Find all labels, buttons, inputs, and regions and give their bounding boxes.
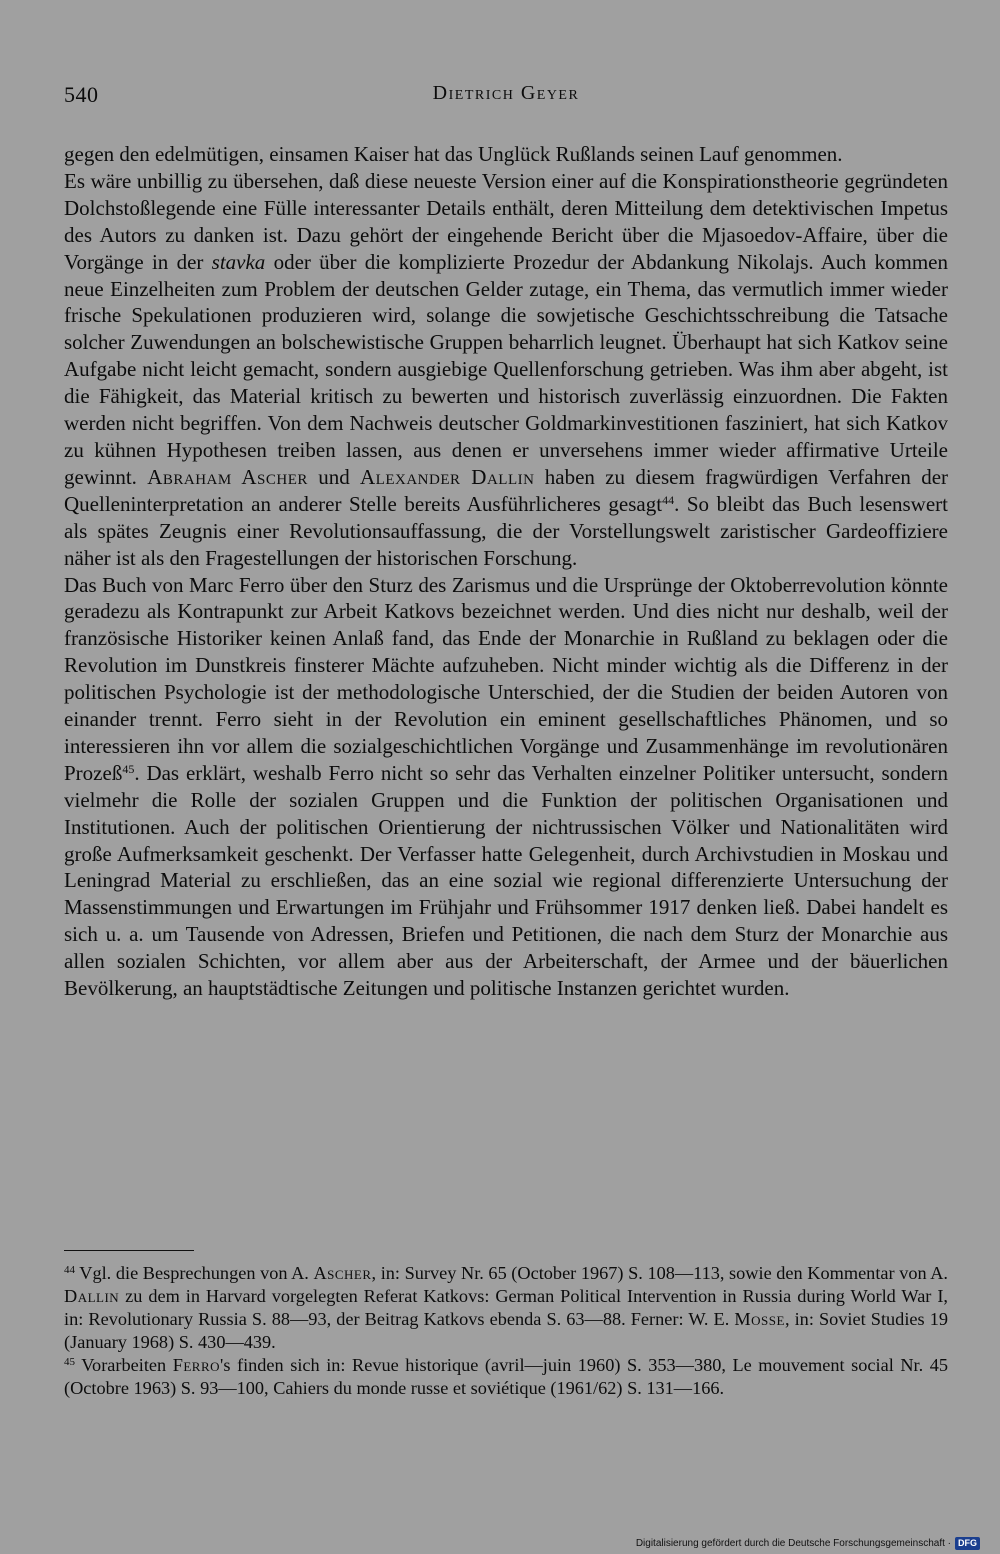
footnote-44-mosse: Mosse <box>734 1309 785 1329</box>
paragraph-2-text-b: oder über die komplizierte Prozedur der Abdankung Nikolajs. Auch kommen neue Einzelheiten zum Problem der deutschen Gelder zutage, ein Thema, das vermutlich immer wieder frische Spekulationen produzieren wird, solange die sowjetische Geschichtsschreibung die Tatsache solcher Zuwendungen an bolschewistische Gruppen beharrlich leugnet. Überhaupt hat sich Katkov seine Aufgabe nicht leicht gemacht, sondern ausgiebige Quellenforschung getrieben. Was ihm aber abgeht, ist die Fähigkeit, das Material kritisch zu bewerten und historisch zuverlässig einzuordnen. Die Fakten werden nicht begriffen. Von dem Nachweis deutscher Goldmarkinvestitionen fasziniert, hat sich Katkov zu kühnen Hypothesen treiben lassen, aus denen er unversehens immer wieder affirmative Urteile gewinnt. <box>64 249 948 489</box>
footnotes <box>64 1262 948 1400</box>
footnote-ref-45[interactable]: 45 <box>122 761 135 776</box>
footnote-divider <box>64 1250 194 1251</box>
author-dallin: Alexander Dallin <box>360 464 535 489</box>
digitization-credit-text: Digitalisierung gefördert durch die Deutsche Forschungsgemeinschaft · <box>635 1537 951 1549</box>
paragraph-2-text-d: . So bleibt das Buch lesenswert als spätes Zeugnis einer Revolutionsauffassung, die der Vorstellungswelt zaristischer Gardeoffiziere näher ist als den Fragestellungen der historischen Forschung. <box>64 491 948 570</box>
digitization-credit <box>636 1536 980 1550</box>
footnote-45-text-a: Vorarbeiten <box>75 1355 173 1375</box>
footnote-45-text-b: 's finden sich in: Revue historique (avril—juin 1960) S. 353—380, Le mouvement social Nr. 45 (Octobre 1963) S. 93—100, Cahiers du monde russe et soviétique (1961/62) S. 131—166. <box>64 1355 948 1398</box>
page-header <box>64 74 948 114</box>
main-text <box>64 141 948 1002</box>
author-ascher: Abraham Ascher <box>147 464 308 489</box>
footnote-44-text-b: , in: Survey Nr. 65 (October 1967) S. 108—113, sowie den Kommentar von A. <box>371 1263 948 1283</box>
paragraph-3-text-a: Das Buch von Marc Ferro über den Sturz des Zarismus und die Ursprünge der Oktoberrevolution könnte geradezu als Kontrapunkt zur Arbeit Katkovs bezeichnet werden. Und dies nicht nur deshalb, weil der französische Historiker keinen Anlaß fand, das Ende der Monarchie in Rußland zu beklagen oder die Revolution im Dunstkreis finsterer Mächte aufzuheben. Nicht minder wichtig als die Differenz in der politischen Psychologie ist der methodologische Unterschied, der die Studien der beiden Autoren von einander trennt. Ferro sieht in der Revolution ein eminent gesellschaftliches Phänomen, und so interessieren ihn vor allem die sozialgeschichtlichen Vorgänge und Zusammenhänge im revolutionären Prozeß <box>64 572 948 785</box>
paragraph-2-text-a: Es wäre unbillig zu übersehen, daß diese neueste Version einer auf die Konspirationstheorie gegründeten Dolchstoßlegende eine Fülle interessanter Details enthält, deren Mitteilung dem detektivischen Impetus des Autors zu danken ist. Dazu gehört der eingehende Bericht über die Mjasoedov-Affaire, über die Vorgänge in der <box>64 168 948 274</box>
footnote-45 <box>64 1354 948 1400</box>
footnote-44-text-a: Vgl. die Besprechungen von A. <box>75 1263 314 1283</box>
running-head: Dietrich Geyer <box>432 82 580 104</box>
footnote-44-text-d: , in: Soviet Studies 19 (January 1968) S. 430—439. <box>64 1309 948 1352</box>
footnote-44-text-c: zu dem in Harvard vorgelegten Referat Katkovs: German Political Intervention in Russia during World War I, in: Revolutionary Russia S. 88—93, der Beitrag Katkovs ebenda S. 63—88. Ferner: W. E. <box>64 1286 948 1329</box>
paragraph-3-text-b: . Das erklärt, weshalb Ferro nicht so sehr das Verhalten einzelner Politiker untersucht, sondern vielmehr die Rolle der sozialen Gruppen und die Funktion der politischen Organisationen und Institutionen. Auch der politischen Orientierung der nichtrussischen Völker und Nationalitäten wird große Aufmerksamkeit geschenkt. Der Verfasser hatte Gelegenheit, durch Archivstudien in Moskau und Leningrad Material zu erschließen, das an eine sozial wie regional differenzierte Untersuchung der Massenstimmungen und Erwartungen im Frühjahr und Frühsommer 1917 denken ließ. Dabei handelt es sich u. a. um Tausende von Adressen, Briefen und Petitionen, die nach dem Sturz der Monarchie aus allen sozialen Schichten, vor allem aber aus der Arbeiterschaft, der Armee und der bäuerlichen Bevölkerung, an hauptstädtische Zeitungen und politische Instanzen gerichtet wurden. <box>64 760 948 1001</box>
dfg-logo-icon[interactable]: DFG <box>955 1537 980 1550</box>
paragraph-3 <box>64 572 948 1003</box>
page-number: 540 <box>64 82 99 107</box>
footnote-44-number: 44 <box>64 1264 75 1276</box>
footnote-45-ferro: Ferro <box>172 1355 221 1375</box>
footnote-44 <box>64 1262 948 1354</box>
paragraph-2-und: und <box>307 464 360 489</box>
stavka-term: stavka <box>211 249 266 274</box>
footnote-45-number: 45 <box>64 1356 75 1368</box>
paragraph-2-text-c: haben zu diesem fragwürdigen Verfahren der Quelleninterpretation an anderer Stelle bereits Ausführlicheres gesagt <box>64 464 949 516</box>
footnote-44-dallin: Dallin <box>64 1286 120 1306</box>
paragraph-1 <box>64 141 948 168</box>
paragraph-2 <box>64 168 948 572</box>
footnote-ref-44[interactable]: 44 <box>662 492 675 507</box>
footnote-44-ascher: Ascher <box>313 1263 372 1283</box>
paragraph-1-text: gegen den edelmütigen, einsamen Kaiser hat das Unglück Rußlands seinen Lauf genommen. <box>64 142 843 166</box>
